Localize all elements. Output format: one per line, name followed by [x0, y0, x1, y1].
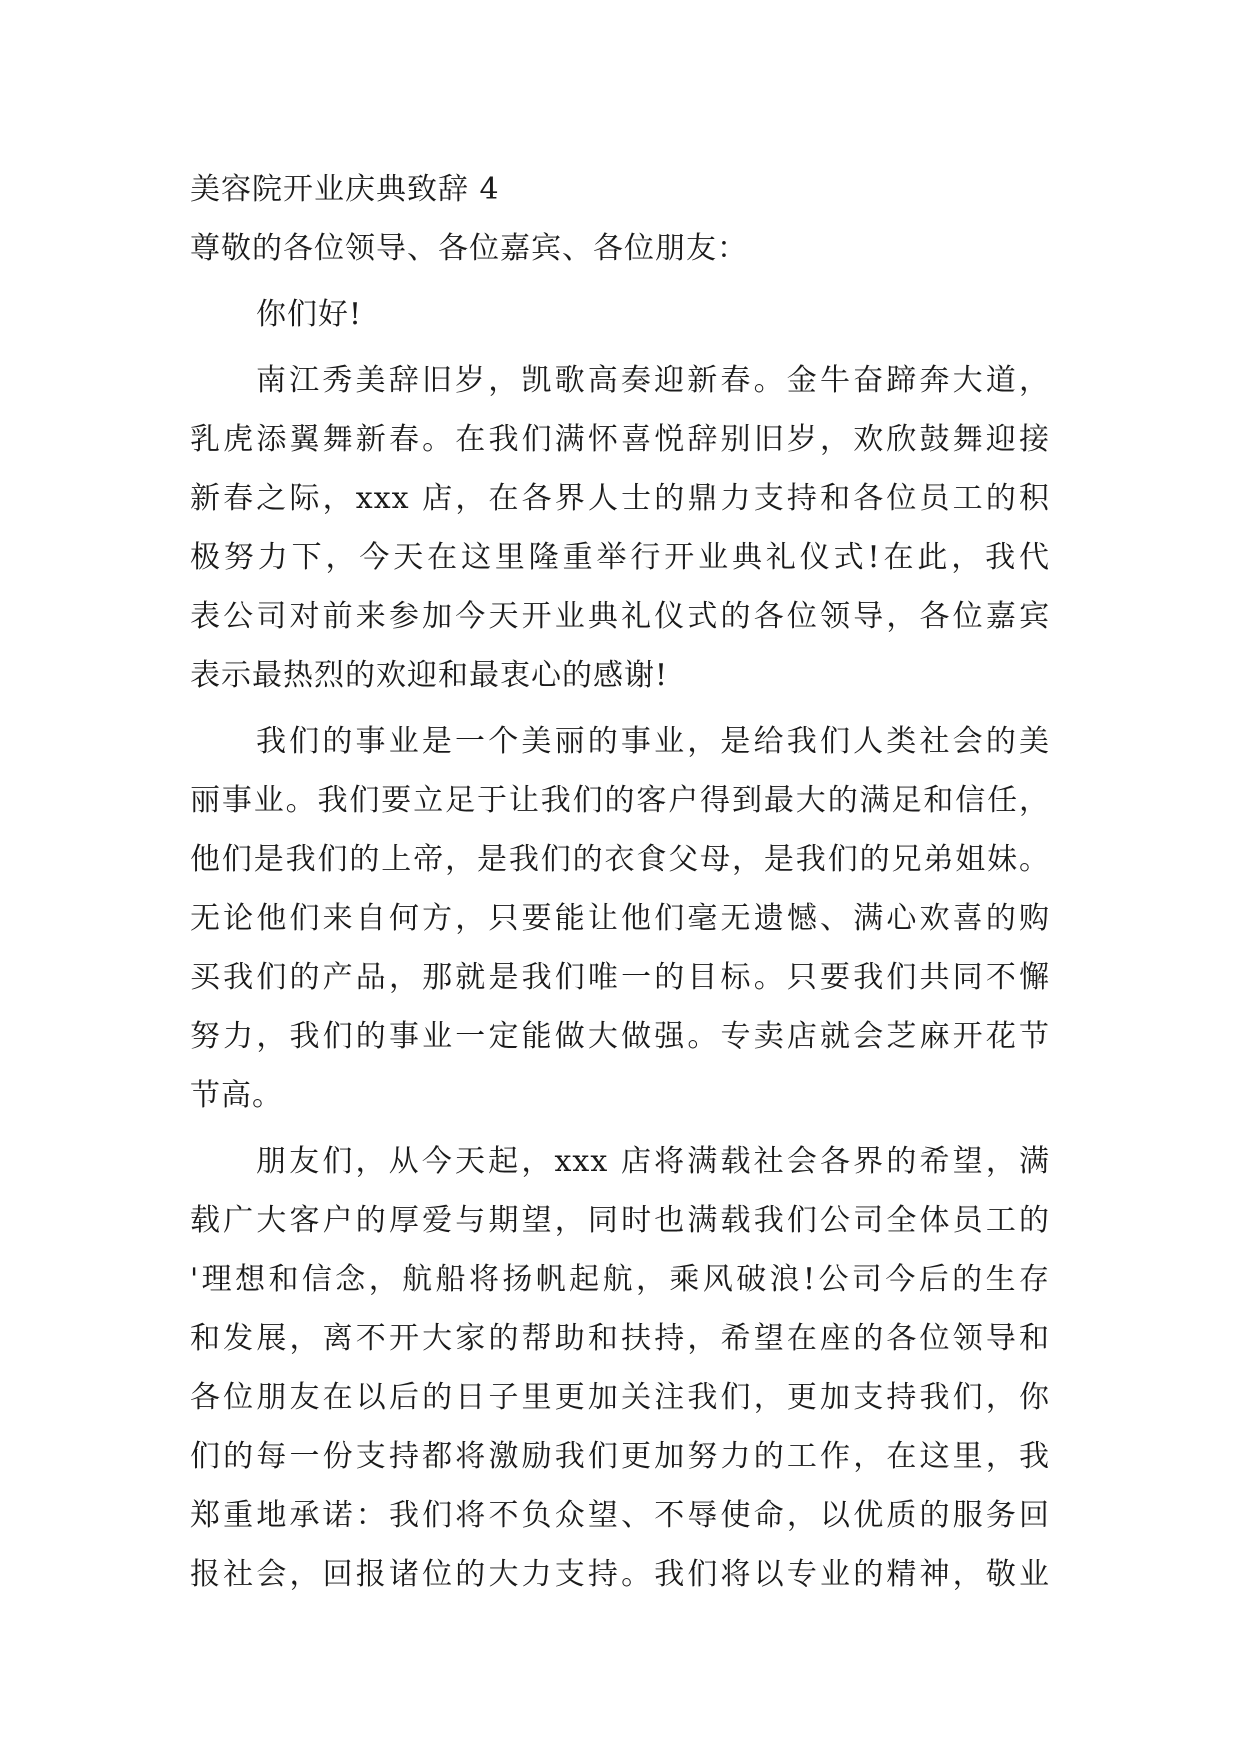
- document-title: 美容院开业庆典致辞 4: [190, 172, 500, 207]
- paragraph-line: 他们是我们的上帝，是我们的衣食父母，是我们的兄弟姐妹。: [190, 842, 1050, 877]
- paragraph-line: 丽事业。我们要立足于让我们的客户得到最大的满足和信任，: [190, 783, 1050, 818]
- paragraph-line: 报社会，回报诸位的大力支持。我们将以专业的精神，敬业: [190, 1557, 1050, 1592]
- greeting: 你们好!: [256, 297, 363, 332]
- paragraph-line: 乳虎添翼舞新春。在我们满怀喜悦辞别旧岁，欢欣鼓舞迎接: [190, 422, 1050, 457]
- paragraph-line: 郑重地承诺：我们将不负众望、不辱使命，以优质的服务回: [190, 1498, 1050, 1533]
- document-body: [190, 160, 1050, 1604]
- paragraph-line: 我们的事业是一个美丽的事业，是给我们人类社会的美: [256, 724, 1050, 759]
- paragraph-1: [190, 351, 1050, 705]
- paragraph-line: 朋友们，从今天起，xxx 店将满载社会各界的希望，满: [256, 1144, 1050, 1179]
- paragraph-line: 买我们的产品，那就是我们唯一的目标。只要我们共同不懈: [190, 960, 1050, 995]
- paragraph-line: 表公司对前来参加今天开业典礼仪式的各位领导，各位嘉宾: [190, 599, 1050, 634]
- salutation: 尊敬的各位领导、各位嘉宾、各位朋友：: [190, 231, 748, 266]
- paragraph-line: 新春之际，xxx 店，在各界人士的鼎力支持和各位员工的积: [190, 481, 1050, 516]
- paragraph-line: 努力，我们的事业一定能做大做强。专卖店就会芝麻开花节: [190, 1019, 1050, 1054]
- paragraph-line: 各位朋友在以后的日子里更加关注我们，更加支持我们，你: [190, 1380, 1050, 1415]
- paragraph-2: [190, 712, 1050, 1125]
- paragraph-3: [190, 1132, 1050, 1604]
- paragraph-line: 们的每一份支持都将激励我们更加努力的工作，在这里，我: [190, 1439, 1050, 1474]
- paragraph-line: 表示最热烈的欢迎和最衷心的感谢!: [190, 658, 669, 693]
- paragraph-line: '理想和信念，航船将扬帆起航，乘风破浪!公司今后的生存: [190, 1262, 1050, 1297]
- paragraph-line: 无论他们来自何方，只要能让他们毫无遗憾、满心欢喜的购: [190, 901, 1050, 936]
- paragraph-line: 南江秀美辞旧岁，凯歌高奏迎新春。金牛奋蹄奔大道，: [256, 363, 1050, 398]
- paragraph-line: 节高。: [190, 1078, 283, 1113]
- paragraph-line: 极努力下，今天在这里隆重举行开业典礼仪式!在此，我代: [190, 540, 1050, 575]
- paragraph-line: 载广大客户的厚爱与期望，同时也满载我们公司全体员工的: [190, 1203, 1050, 1238]
- paragraph-line: 和发展，离不开大家的帮助和扶持，希望在座的各位领导和: [190, 1321, 1050, 1356]
